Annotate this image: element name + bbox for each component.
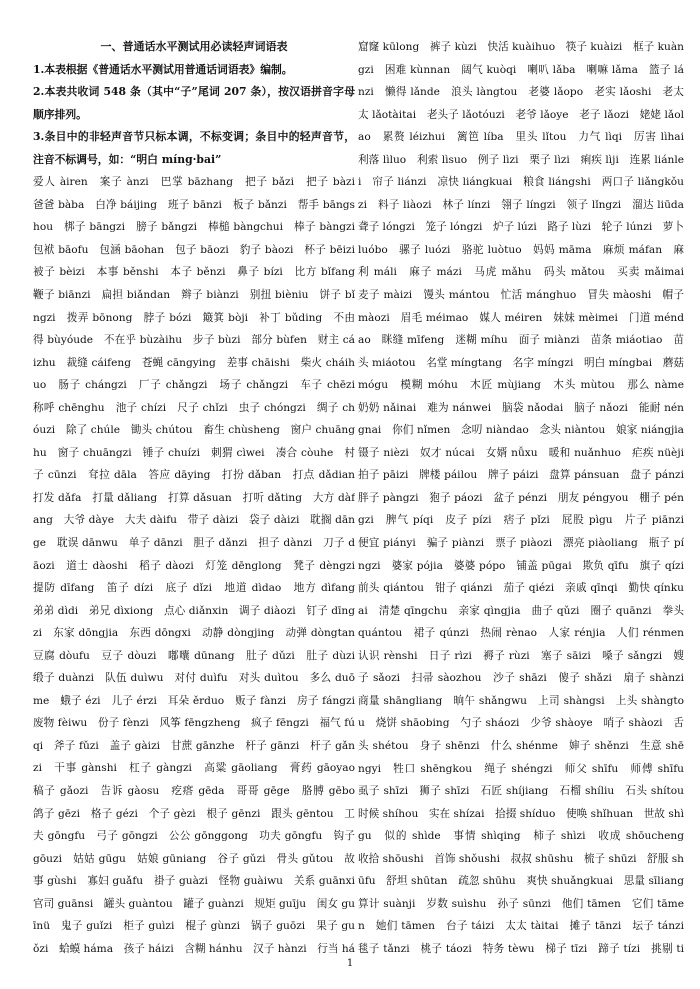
- right-column: [358, 36, 684, 954]
- page-number: 1: [346, 958, 354, 969]
- word-list-right: 窟窿 kūlong 裤子 kùzi 快活 kuàihuo 筷子 kuàizi 框子 kuàngzi 困难 kùnnan 阔气 kuòqi 喇叭 lǎba 喇嘛 lǎma 篮子 lánzi 懒得 lǎnde 浪头 làngtou 老婆 lǎopo 老实 lǎoshi 老太太 lǎotàitai 老头子 lǎotóuzi 老爷 lǎoye 老子 lǎozi 姥姥 lǎolao 累赘 léizhui 篱笆 líba 里头 lǐtou 力气 lìqi 厉害 lìhai 利落 lìluo 利索 lìsuo 例子 lìzi 栗子 lìzi 痢疾 lìji 连累 liánlei 帘子 liánzi 凉快 liángkuai 粮食 liángshi 两口子 liǎngkǒuzi 料子 liàozi 林子 línzi 翎子 língzi 领子 lǐngzi 溜达 liūda 聋子 lóngzi 笼子 lóngzi 炉子 lúzi 路子 lùzi 轮子 lúnzi 萝卜 luóbo 骡子 luózi 骆驼 luòtuo 妈妈 māma 麻烦 máfan 麻利 máli 麻子 mázi 马虎 mǎhu 码头 mǎtou 买卖 mǎimai 麦子 màizi 馒头 mántou 忙活 mánghuo 冒失 màoshi 帽子 màozi 眉毛 méimao 媒人 méiren 妹妹 mèimei 门道 méndao 眯缝 mīfeng 迷糊 míhu 面子 miànzi 苗条 miáotiao 苗头 miáotou 名堂 míngtang 名字 míngzi 明白 míngbai 蘑菇 mógu 模糊 móhu 木匠 mùjiang 木头 mùtou 那么 nàme 奶奶 nǎinai 难为 nánwei 脑袋 nǎodai 脑子 nǎozi 能耐 néngnai 你们 nǐmen 念叨 niàndao 念头 niàntou 娘家 niángjia 镊子 nièzi 奴才 núcai 女婿 nǚxu 暖和 nuǎnhuo 疟疾 nüèji 拍子 pāizi 牌楼 páilou 牌子 páizi 盘算 pánsuan 盘子 pánzi 胖子 pàngzi 狍子 páozi 盆子 pénzi 朋友 péngyou 棚子 péngzi 脾气 píqi 皮子 pízi 痞子 pǐzi 屁股 pìgu 片子 piānzi 便宜 piányi 骗子 piànzi 票子 piàozi 漂亮 piàoliang 瓶子 píngzi 婆家 pójia 婆婆 pópo 铺盖 pūgai 欺负 qīfu 旗子 qízi 前头 qiántou 钳子 qiánzi 茄子 qiézi 亲戚 qīnqi 勤快 qínkuai 清楚 qīngchu 亲家 qìngjia 曲子 qǔzi 圈子 quānzi 拳头 quántou 裙子 qúnzi 热闹 rènao 人家 rénjia 人们 rénmen 认识 rènshi 日子 rìzi 褥子 rùzi 塞子 sāizi 嗓子 sǎngzi 嫂子 sǎozi 扫帚 sàozhou 沙子 shāzi 傻子 shǎzi 扇子 shànzi 商量 shāngliang 晌午 shǎngwu 上司 shàngsi 上头 shàngtou 烧饼 shāobing 勺子 sháozi 少爷 shàoye 哨子 shàozi 舌头 shétou 身子 shēnzi 什么 shénme 婶子 shěnzi 生意 shēngyi 牲口 shēngkou 绳子 shéngzi 师父 shīfu 师傅 shīfu 虱子 shīzi 狮子 shīzi 石匠 shíjiang 石榴 shíliu 石头 shítou 时候 shíhou 实在 shízai 拾掇 shíduo 使唤 shǐhuan 世故 shìgu 似的 shìde 事情 shìqing 柿子 shìzi 收成 shōucheng 收拾 shōushi 首饰 shǒushi 叔叔 shūshu 梳子 shūzi 舒服 shūfu 舒坦 shūtan 疏忽 shūhu 爽快 shuǎngkuai 思量 sīliang 算计 suànji 岁数 suìshu 孙子 sūnzi 他们 tāmen 它们 tāmen 她们 tāmen 台子 táizi 太太 tàitai 摊子 tānzi 坛子 tánzi 毯子 tǎnzi 桃子 táozi 特务 tèwu 梯子 tīzi 蹄子 tízi 挑剔 ti: [358, 41, 684, 954]
- document-title: 一、普通话水平测试用必读轻声词语表: [100, 40, 288, 53]
- intro-note-3: 3.条目中的非轻声音节只标本调，不标变调；条目中的轻声音节，注音不标调号，如：“明白 míng·bai”: [33, 130, 355, 166]
- intro-note-2: 2.本表共收词 548 条（其中“子”尾词 207 条），按汉语拼音字母顺序排列。: [33, 85, 355, 121]
- word-list-left: 爱人 àiren 案子 ànzi 巴掌 bāzhang 把子 bǎzi 把子 bàzi 爸爸 bàba 白净 báijing 班子 bānzi 板子 bǎnzi 帮手 bāngshou 梆子 bāngzi 膀子 bǎngzi 棒槌 bàngchui 棒子 bàngzi 包袱 bāofu 包涵 bāohan 包子 bāozi 豹子 bàozi 杯子 bēizi 被子 bèizi 本事 běnshi 本子 běnzi 鼻子 bízi 比方 bǐfang 鞭子 biānzi 扁担 biǎndan 辫子 biànzi 别扭 bièniu 饼子 bǐngzi 拨弄 bōnong 脖子 bózi 簸箕 bòji 补丁 bǔding 不由得 bùyóude 不在乎 bùzàihu 步子 bùzi 部分 bùfen 财主 cáizhu 裁缝 cáifeng 苍蝇 cāngying 差事 chāishi 柴火 cháihuo 肠子 chángzi 厂子 chǎngzi 场子 chǎngzi 车子 chēzi 称呼 chēnghu 池子 chízi 尺子 chǐzi 虫子 chóngzi 绸子 chóuzi 除了 chúle 锄头 chútou 畜生 chùsheng 窗户 chuānghu 窗子 chuāngzi 锤子 chuízi 刺猬 cìwei 凑合 còuhe 村子 cūnzi 耷拉 dāla 答应 dāying 打扮 dǎban 打点 dǎdian 打发 dǎfa 打量 dǎliang 打算 dǎsuan 打听 dǎting 大方 dàfang 大爷 dàye 大夫 dàifu 带子 dàizi 袋子 dàizi 耽搁 dānge 耽误 dānwu 单子 dānzi 胆子 dǎnzi 担子 dànzi 刀子 dāozi 道士 dàoshi 稻子 dàozi 灯笼 dēnglong 凳子 dèngzi 提防 dīfang 笛子 dízi 底子 dǐzi 地道 dìdao 地方 dìfang 弟弟 dìdi 弟兄 dìxiong 点心 diǎnxin 调子 diàozi 钉子 dīngzi 东家 dōngjia 东西 dōngxi 动静 dòngjing 动弹 dòngtan 豆腐 dòufu 豆子 dòuzi 嘟囔 dūnang 肚子 dǔzi 肚子 dùzi 缎子 duànzi 队伍 duìwu 对付 duìfu 对头 duìtou 多么 duōme 蛾子 ézi 儿子 érzi 耳朵 ěrduo 贩子 fànzi 房子 fángzi 废物 fèiwu 份子 fènzi 风筝 fēngzheng 疯子 fēngzi 福气 fúqi 斧子 fǔzi 盖子 gàizi 甘蔗 gānzhe 杆子 gānzi 杆子 gǎnzi 干事 gànshi 杠子 gàngzi 高粱 gāoliang 膏药 gāoyao 稿子 gǎozi 告诉 gàosu 疙瘩 gēda 哥哥 gēge 胳膊 gēbo 鸽子 gēzi 格子 gézi 个子 gèzi 根子 gēnzi 跟头 gēntou 工夫 gōngfu 弓子 gōngzi 公公 gōnggong 功夫 gōngfu 钩子 gōuzi 姑姑 gūgu 姑娘 gūniang 谷子 gǔzi 骨头 gǔtou 故事 gùshi 寡妇 guǎfu 褂子 guàzi 怪物 guàiwu 关系 guānxi 官司 guānsi 罐头 guàntou 罐子 guànzi 规矩 guīju 闺女 guīnü 鬼子 guǐzi 柜子 guìzi 棍子 gùnzi 锅子 guōzi 果子 guǒzi 蛤蟆 háma 孩子 háizi 含糊 hánhu 汉子 hànzi 行当 há: [33, 176, 355, 954]
- left-column: [33, 36, 355, 954]
- intro-notes: [33, 59, 355, 172]
- intro-note-1: 1.本表根据《普通话水平测试用普通话词语表》编制。: [33, 62, 293, 76]
